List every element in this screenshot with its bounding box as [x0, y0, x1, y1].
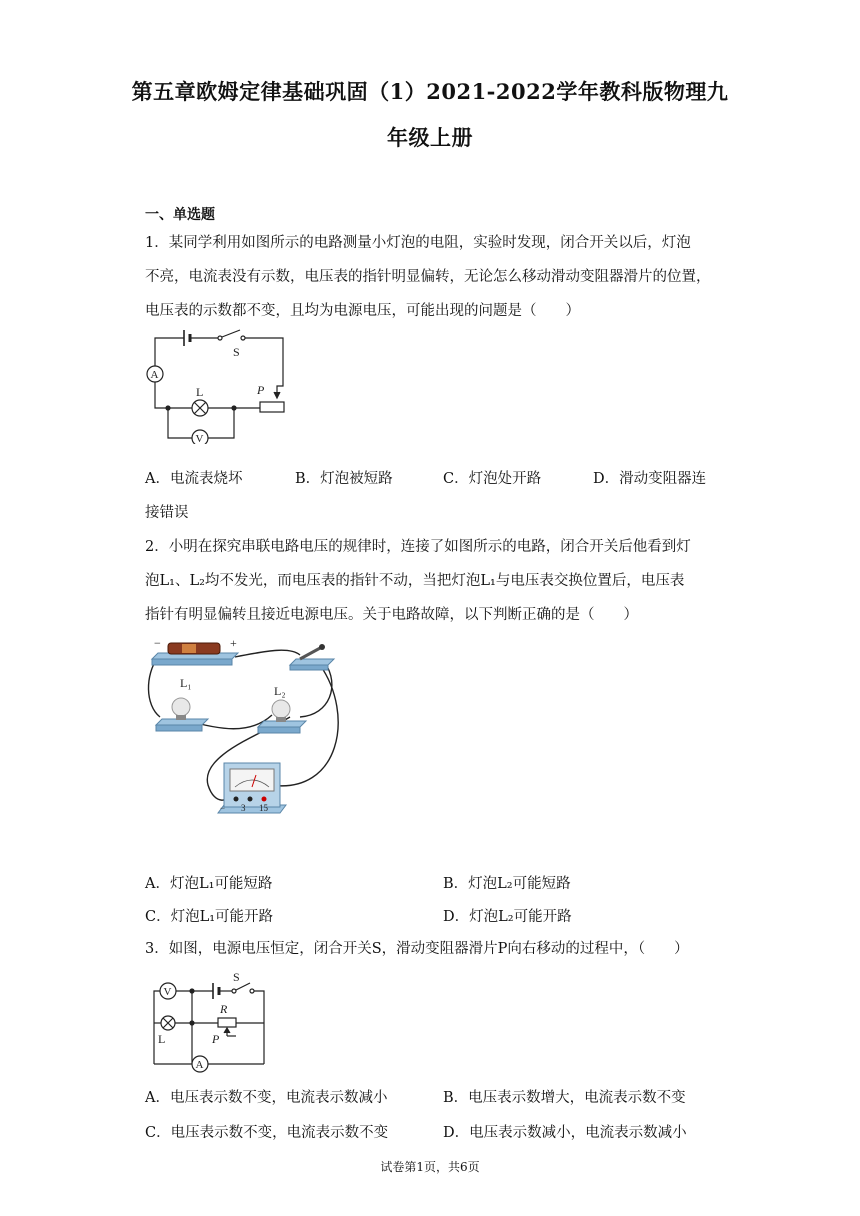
question-2-line: 泡L₁、L₂均不发光，而电压表的指针不动，当把灯泡L₁与电压表交换位置后，电压表 [145, 573, 685, 589]
terminal-3-label: 3 [241, 803, 246, 813]
question-1-option-d[interactable]: D．滑动变阻器连 [593, 471, 707, 487]
switch-label: S [233, 345, 240, 359]
rheostat-label: R [220, 1002, 228, 1016]
voltmeter-label: V [195, 433, 204, 444]
lamp-l2-label: L₂ [274, 684, 286, 698]
question-2-option-c[interactable]: C．灯泡L₁可能开路 [145, 909, 274, 925]
question-2-option-a[interactable]: A．灯泡L₁可能短路 [145, 876, 273, 892]
question-2-option-b[interactable]: B．灯泡L₂可能短路 [443, 876, 571, 892]
question-3-stem [145, 932, 720, 966]
terminal-15-label: 15 [259, 803, 268, 813]
ammeter-label: A [195, 1059, 204, 1071]
question-2-stem [145, 530, 720, 632]
question-1-option-a[interactable]: A．电流表烧坏 [145, 471, 243, 487]
question-2-option-d[interactable]: D．灯泡L₂可能开路 [443, 909, 572, 925]
battery-plus-label: + [230, 636, 237, 650]
question-3-option-d[interactable]: D．电压表示数减小，电流表示数减小 [443, 1125, 687, 1141]
lamp-label: L [196, 385, 204, 399]
lamp-l1-label: L₁ [180, 676, 192, 690]
terminal-negative-label: − [220, 803, 226, 813]
ammeter-label: A [150, 369, 159, 381]
question-1-stem [145, 226, 720, 328]
question-2-line: 2．小明在探究串联电路电压的规律时，连接了如图所示的电路，闭合开关后他看到灯 [145, 539, 691, 555]
battery-minus-label: − [154, 636, 161, 650]
page-title-line2: 年级上册 [387, 125, 473, 150]
section-heading: 一、单选题 [145, 207, 215, 223]
question-2-line: 指针有明显偏转且接近电源电压。关于电路故障，以下判断正确的是（ ） [145, 607, 638, 623]
page-footer: 试卷第1页，共6页 [380, 1160, 480, 1174]
question-3-option-b[interactable]: B．电压表示数增大，电流表示数不变 [443, 1090, 686, 1106]
voltmeter-label: V [163, 986, 172, 998]
question-1-circuit-diagram [140, 326, 290, 444]
question-3-circuit-diagram [140, 968, 275, 1078]
slider-label: P [257, 383, 265, 397]
switch-label: S [233, 970, 240, 984]
question-1-line: 1．某同学利用如图所示的电路测量小灯泡的电阻，实验时发现，闭合开关以后，灯泡 [145, 235, 691, 251]
question-1-line: 电压表的示数都不变，且均为电源电压，可能出现的问题是（ ） [145, 303, 580, 319]
question-1-line: 不亮，电流表没有示数，电压表的指针明显偏转，无论怎么移动滑动变阻器滑片的位置， [145, 269, 711, 285]
question-2-circuit-photo [140, 635, 360, 825]
lamp-label: L [158, 1032, 166, 1046]
slider-label: P [212, 1032, 220, 1046]
question-1-option-d-continued: 接错误 [145, 505, 189, 521]
question-1-option-b[interactable]: B．灯泡被短路 [295, 471, 393, 487]
question-1-option-c[interactable]: C．灯泡处开路 [443, 471, 542, 487]
question-3-option-a[interactable]: A．电压表示数不变，电流表示数减小 [145, 1090, 388, 1106]
question-3-option-c[interactable]: C．电压表示数不变，电流表示数不变 [145, 1125, 389, 1141]
question-3-line: 3．如图，电源电压恒定，闭合开关S，滑动变阻器滑片P向右移动的过程中，（ ） [145, 941, 689, 957]
page-title-line1: 第五章欧姆定律基础巩固（1）2021-2022学年教科版物理九 [131, 79, 729, 104]
